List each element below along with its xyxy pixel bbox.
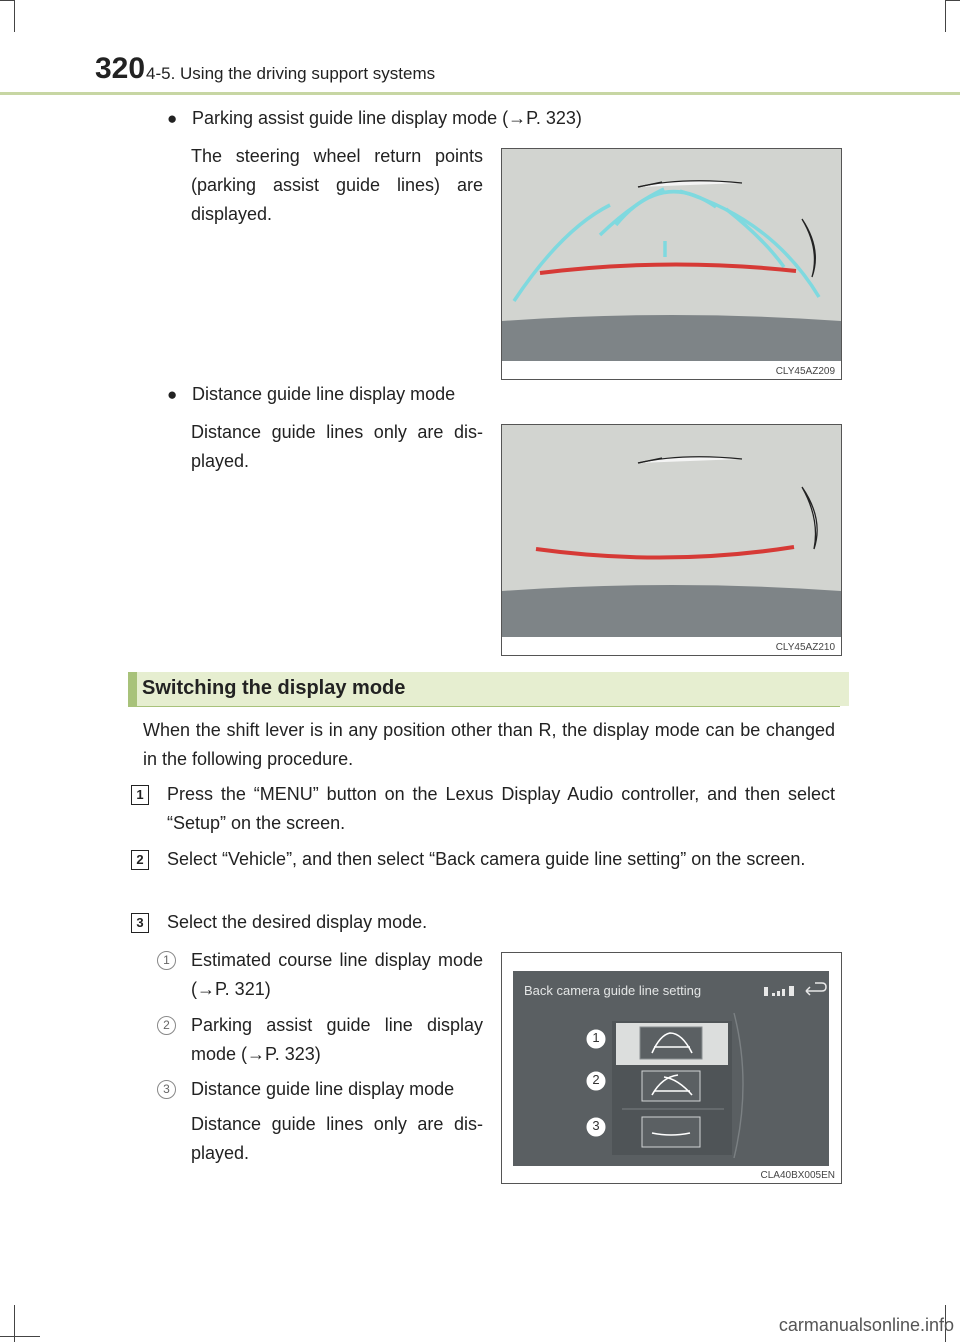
section-heading — [128, 672, 849, 706]
step-1-text: Press the “MENU” button on the Lexus Display Audio controller, and then select “Setup” on the screen. — [167, 784, 835, 833]
option-3-description: Distance guide lines only are dis- played. — [191, 1114, 483, 1163]
option-1-text: Estimated course line display mode (→P. 321) — [191, 950, 483, 999]
parking-mode-description: The steering wheel return points (parking assist guide lines) are displayed. — [191, 146, 483, 224]
header-rule — [0, 92, 960, 95]
figure-distance-lines — [501, 424, 842, 656]
watermark: carmanualsonline.info — [778, 1315, 954, 1335]
step-number-box: 2 — [131, 850, 149, 870]
screen-graphics — [502, 953, 841, 1183]
screen-title: Back camera guide line setting — [524, 983, 702, 998]
option-3-text: Distance guide line display mode — [191, 1079, 455, 1099]
callout-3: 3 — [592, 1118, 600, 1133]
figure-code: CLA40BX005EN — [760, 1170, 835, 1181]
figure-guide-line-setting-screen — [501, 952, 842, 1184]
page-number: 320 — [95, 52, 146, 85]
distance-mode-description: Distance guide lines only are dis- played. — [191, 422, 483, 471]
chapter-title: 4-5. Using the driving support systems — [146, 64, 436, 83]
crop-mark — [946, 0, 960, 1]
option-number-1: 1 — [157, 951, 176, 970]
crop-mark — [945, 0, 946, 32]
option-2-text: Parking assist guide line display mode (→P. 323) — [191, 1015, 483, 1064]
figure-parking-assist-lines — [501, 148, 842, 380]
camera-view-distance — [502, 425, 841, 655]
callout-2: 2 — [592, 1072, 600, 1087]
crop-mark — [14, 0, 15, 32]
option-number-2: 2 — [157, 1016, 176, 1035]
crop-mark — [0, 0, 14, 1]
section-intro: When the shift lever is in any position other than R, the display mode can be changed in the following procedure. — [143, 720, 835, 769]
section-title: Switching the display mode — [142, 677, 406, 699]
section-rule — [128, 706, 840, 707]
bullet-parking-mode: ● Parking assist guide line display mode (→P. 323) — [192, 104, 832, 133]
crop-mark — [0, 1336, 40, 1337]
step-number-box: 3 — [131, 913, 149, 933]
option-number-3: 3 — [157, 1080, 176, 1099]
figure-code: CLY45AZ210 — [775, 642, 835, 653]
step-3-text: Select the desired display mode. — [167, 912, 428, 932]
camera-view-parking — [502, 149, 841, 379]
bullet-distance-mode: ● Distance guide line display mode — [192, 380, 492, 409]
callout-1: 1 — [592, 1030, 600, 1045]
figure-code: CLY45AZ209 — [775, 366, 835, 377]
step-number-box: 1 — [131, 785, 149, 805]
step-2-text: Select “Vehicle”, and then select “Back camera guide line setting” on the screen. — [167, 849, 806, 869]
